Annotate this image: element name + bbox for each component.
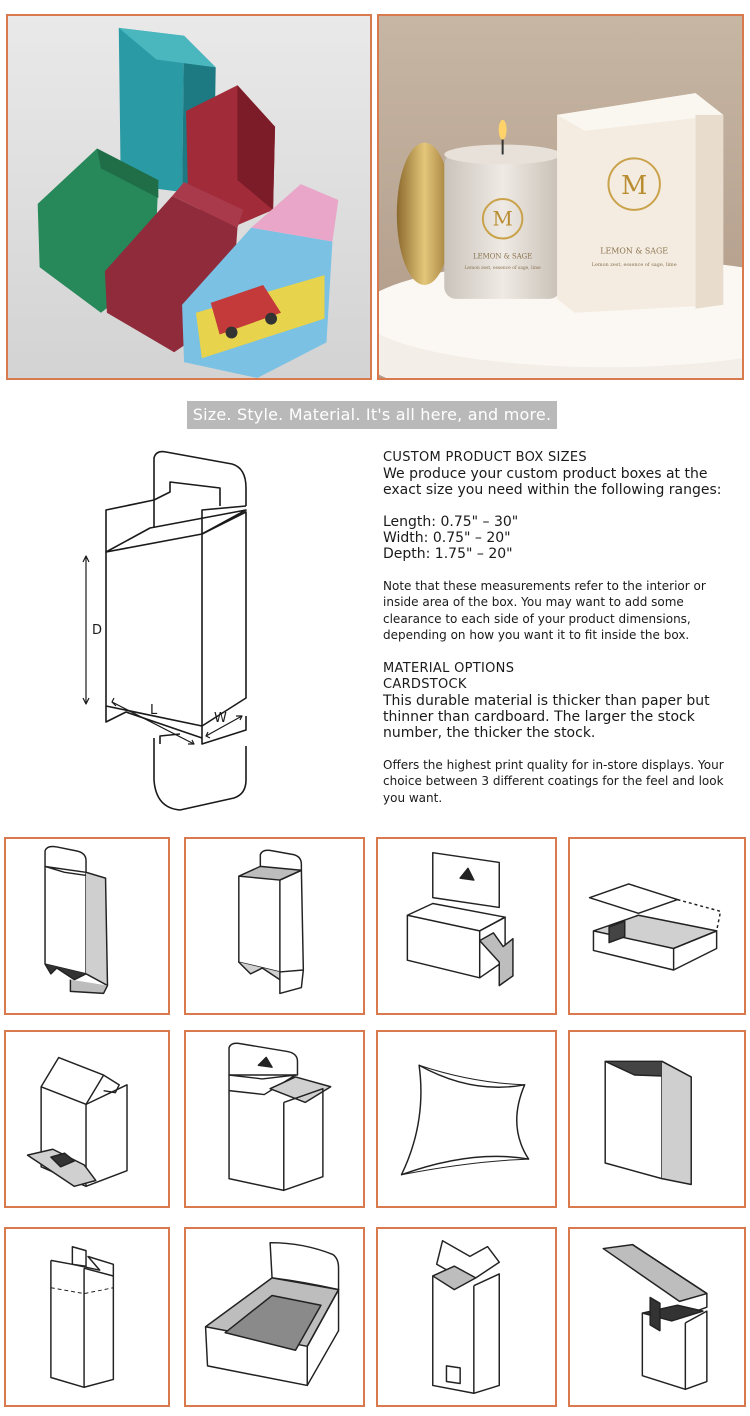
material-subheading: CARDSTOCK xyxy=(383,677,467,693)
sleeve-box-icon[interactable] xyxy=(568,1030,746,1208)
sizes-heading: CUSTOM PRODUCT BOX SIZES xyxy=(383,450,587,465)
svg-text:M: M xyxy=(492,207,513,231)
reverse-tuck-box-icon[interactable] xyxy=(4,837,170,1015)
hang-tab-box-icon[interactable] xyxy=(376,837,557,1015)
material-heading: MATERIAL OPTIONS xyxy=(383,661,515,677)
tray-box-icon[interactable] xyxy=(568,837,746,1015)
tagline-banner: Size. Style. Material. It's all here, and more. xyxy=(187,401,557,429)
svg-text:M: M xyxy=(621,171,648,202)
box-dimension-diagram xyxy=(70,448,270,818)
pillow-box-icon[interactable] xyxy=(376,1030,557,1208)
material-description: This durable material is thicker than paper but thinner than cardboard. The larger the stock number, the thicker the stock. xyxy=(383,693,710,742)
auto-lock-box-icon[interactable] xyxy=(376,1227,557,1407)
sizes-note: Note that these measurements refer to the interior or inside area of the box. You may want to add some clearance to each side of your product dimensions, depending on how you want it to fit inside the box. xyxy=(383,579,706,642)
sizes-intro: We produce your custom product boxes at the exact size you need within the following ranges: xyxy=(383,466,722,498)
material-note: Offers the highest print quality for in-store displays. Your choice between 3 different coatings for the feel and look you want. xyxy=(383,758,724,805)
straight-tuck-box-icon[interactable] xyxy=(184,837,365,1015)
svg-text:LEMON & SAGE: LEMON & SAGE xyxy=(473,252,533,261)
flip-top-box-icon[interactable] xyxy=(568,1227,746,1407)
width-label: W xyxy=(214,711,227,726)
width-range: Width: 0.75" – 20" xyxy=(383,530,511,546)
length-label: L xyxy=(150,703,158,718)
candle-box-photo xyxy=(377,14,744,380)
dispenser-box-icon[interactable] xyxy=(4,1030,170,1208)
length-range: Length: 0.75" – 30" xyxy=(383,514,519,530)
specifications-panel xyxy=(383,450,743,806)
display-tray-icon[interactable] xyxy=(184,1227,365,1407)
depth-range: Depth: 1.75" – 20" xyxy=(383,546,513,562)
depth-label: D xyxy=(92,623,103,638)
hanger-tuck-box-icon[interactable] xyxy=(184,1030,365,1208)
seal-end-box-icon[interactable] xyxy=(4,1227,170,1407)
svg-text:Lemon zest, essence of sage, l: Lemon zest, essence of sage, lime xyxy=(464,266,541,272)
svg-text:Lemon zest, essence of sage, l: Lemon zest, essence of sage, lime xyxy=(591,262,677,269)
svg-text:LEMON & SAGE: LEMON & SAGE xyxy=(600,246,669,256)
perfume-boxes-photo xyxy=(6,14,372,380)
